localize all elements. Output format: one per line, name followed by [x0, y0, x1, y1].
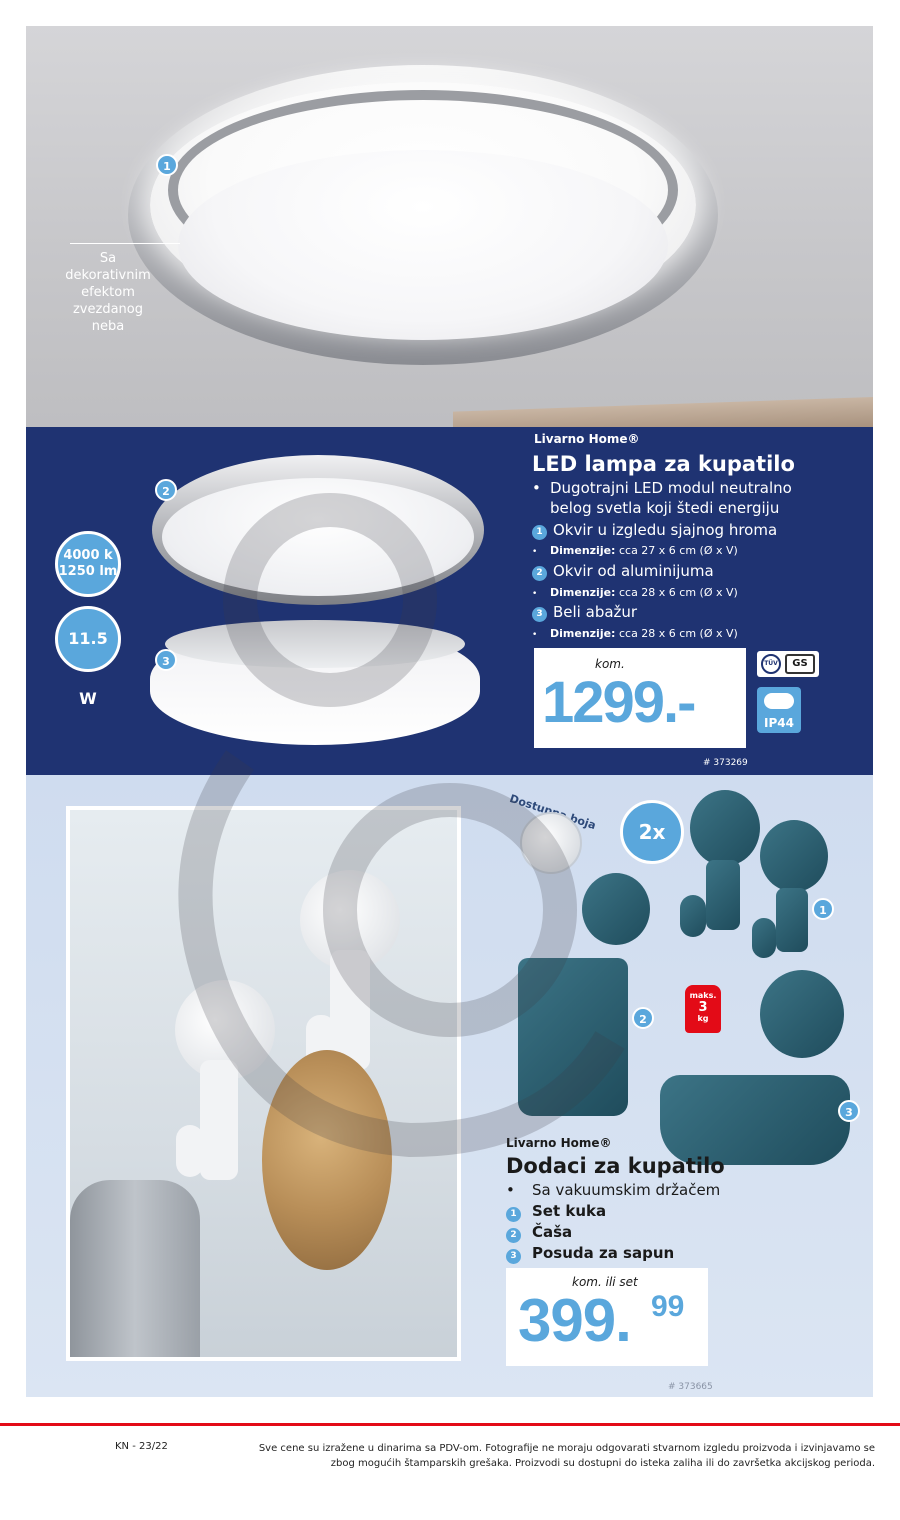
lamp-feature-text: Beli abažur — [553, 603, 638, 621]
accessory-badge-3: 3 — [838, 1100, 860, 1122]
lamp-feature-text: Dugotrajni LED modul neutralno belog svetla koji štedi energiju — [550, 479, 792, 517]
number-badge: 1 — [506, 1207, 521, 1222]
wood-shelf — [453, 397, 873, 427]
number-badge: 2 — [532, 566, 547, 581]
ip-rating-badge — [757, 687, 801, 733]
accessories-price-unit: kom. ili set — [572, 1275, 638, 1289]
teal-suction-cup — [760, 820, 828, 892]
accessory-badge-1: 1 — [812, 898, 834, 920]
bullet-icon: • — [532, 589, 538, 599]
towel — [70, 1180, 200, 1357]
teal-hook-body — [706, 860, 740, 930]
hero-badge: 1 — [156, 154, 178, 176]
lamp-badge-2: 2 — [155, 479, 177, 501]
weight-limit-unit: kg — [697, 1014, 709, 1023]
accessories-title: Dodaci za kupatilo — [506, 1154, 725, 1178]
teal-soap-dish — [660, 1075, 850, 1165]
light-spec-text: 4000 k 1250 lm — [58, 548, 118, 579]
bullet-icon: • — [532, 630, 538, 640]
dimension-value: cca 28 x 6 cm (Ø x V) — [618, 627, 738, 640]
lamp-feature-text: Okvir od aluminijuma — [553, 562, 714, 580]
lamp-feature-text: Okvir u izgledu sjajnog hroma — [553, 521, 778, 539]
ceiling-lamp-diffuser — [178, 150, 668, 340]
accessories-product-code: # 373665 — [668, 1382, 713, 1392]
accessories-price-main: 399. — [518, 1287, 631, 1354]
bullet-icon: • — [506, 1181, 515, 1199]
watermark-logo-icon — [150, 440, 670, 1200]
dimension-value: cca 27 x 6 cm (Ø x V) — [618, 544, 738, 557]
accessories-feature-text: Sa vakuumskim držačem — [532, 1181, 721, 1199]
lamp-price: 1299.- — [542, 670, 695, 735]
teal-suction-cup — [760, 970, 844, 1058]
light-spec-badge — [55, 531, 121, 597]
teal-hook-tip — [752, 918, 776, 958]
lamp-product-code: # 373269 — [703, 758, 748, 768]
ip-rating-text: IP44 — [764, 716, 794, 730]
accessories-feature-text: Posuda za sapun — [532, 1244, 675, 1262]
accessories-feature — [506, 1201, 606, 1222]
accessories-feature-text: Set kuka — [532, 1202, 607, 1220]
number-badge: 1 — [532, 525, 547, 540]
accessories-feature-text: Čaša — [532, 1223, 573, 1241]
weight-limit-value: 3 — [698, 1000, 708, 1015]
multiplier-badge: 2x — [620, 800, 684, 864]
lamp-brand: Livarno Home® — [534, 432, 640, 446]
footer-disclaimer: Sve cene su izražene u dinarima sa PDV-om. Fotografije ne moraju odgovarati stvarnom izgledu proizvoda i izvinjavamo se zbog mogućih štamparskih grešaka. Proizvodi su dostupni do isteka zaliha ili do završetka akcijskog perioda. — [258, 1443, 875, 1469]
lamp-title: LED lampa za kupatilo — [532, 452, 795, 476]
certification-logos — [757, 651, 819, 677]
dimension-value: cca 28 x 6 cm (Ø x V) — [618, 586, 738, 599]
teal-hook-tip — [680, 895, 706, 937]
accessories-brand: Livarno Home® — [506, 1136, 612, 1150]
bullet-icon: • — [532, 479, 541, 497]
hero-note-line — [70, 243, 180, 244]
number-badge: 2 — [506, 1228, 521, 1243]
dimension-label: Dimenzije: — [550, 544, 616, 557]
weight-limit-prefix: maks. — [689, 991, 717, 1000]
lamp-badge-3: 3 — [155, 649, 177, 671]
power-spec-badge: 11.5 W — [55, 606, 121, 672]
footer-divider — [0, 1423, 900, 1426]
accessories-price-decimals: 99 — [651, 1290, 685, 1323]
splash-water-icon — [764, 693, 794, 709]
bullet-icon: • — [532, 547, 538, 557]
accessories-feature — [506, 1243, 674, 1264]
teal-hook-body — [776, 888, 808, 952]
weight-limit-icon — [685, 985, 721, 1033]
lamp-price-unit: kom. — [595, 657, 625, 671]
available-color-label: Dostupna boja — [507, 792, 598, 833]
hero-note: Sa dekorativnim efektom zvezdanog neba — [65, 251, 151, 334]
accessories-feature — [506, 1222, 572, 1243]
number-badge: 3 — [532, 607, 547, 622]
dimension-label: Dimenzije: — [550, 627, 616, 640]
accessory-badge-2: 2 — [632, 1007, 654, 1029]
footer-page-code: KN - 23/22 — [115, 1441, 168, 1452]
dimension-label: Dimenzije: — [550, 586, 616, 599]
number-badge: 3 — [506, 1249, 521, 1264]
teal-suction-cup — [690, 790, 760, 866]
gs-icon: GS — [785, 654, 815, 674]
tuv-icon: TÜV — [761, 654, 781, 674]
